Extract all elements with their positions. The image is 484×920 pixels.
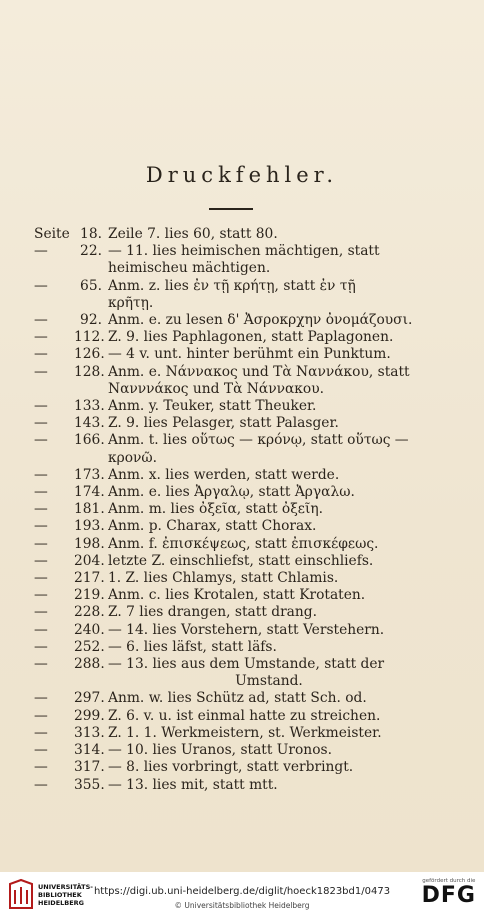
errata-correction: — 14. lies Vorstehern, statt Verstehern. [108,621,385,638]
errata-correction: Z. 9. lies Pelasger, statt Palasger. [108,415,339,432]
errata-page-label: — [34,570,48,587]
errata-page-label: — [34,535,48,552]
errata-correction: Z. 9. lies Paphlagonen, statt Paplagonen. [108,329,394,346]
errata-correction: Anm. e. Νάννακος und Τὰ Ναννάκου, statt [108,363,410,380]
errata-row [34,639,430,656]
errata-page-number: 128. [74,363,105,380]
errata-page-label: — [34,656,48,673]
errata-page-number: 217. [74,570,105,587]
errata-page-label: — [34,432,48,449]
errata-correction: Anm. f. ἐπισκέψεως, statt ἐπισκέφεως. [108,535,379,552]
errata-row [34,243,430,260]
library-line-1: UNIVERSITÄTS- [38,883,93,891]
errata-row [34,725,430,742]
errata-page-label: — [34,277,48,294]
errata-correction: — 10. lies Uranos, statt Uronos. [108,742,332,759]
errata-page-label: — [34,466,48,483]
errata-page-label: — [34,742,48,759]
errata-page-number: 198. [74,535,105,552]
library-line-3: HEIDELBERG [38,899,85,907]
errata-page-label: — [34,638,48,655]
errata-page-label: — [34,552,48,569]
errata-row [34,398,430,415]
errata-correction: Anm. c. lies Krotalen, statt Krotaten. [108,587,366,604]
errata-correction: Z. 1. 1. Werkmeistern, st. Werkmeister. [108,724,382,741]
errata-page-number: 297. [74,690,105,707]
errata-page-number: 143. [74,415,105,432]
errata-page-number: 299. [74,707,105,724]
errata-page-label: — [34,329,48,346]
errata-page-label: — [34,415,48,432]
footer-bar [0,872,484,920]
errata-page-number: 92. [80,312,102,329]
errata-row [34,759,430,776]
errata-page-label: — [34,724,48,741]
errata-row [34,742,430,759]
errata-correction: Anm. z. lies ἐν τῇ κρήτῃ, statt ἐν τῇ [108,277,356,294]
errata-row [34,484,430,501]
errata-row [34,329,430,346]
errata-page-label: — [34,759,48,776]
errata-page-label: — [34,346,48,363]
errata-correction: Anm. p. Charax, statt Chorax. [108,518,317,535]
errata-page-label: — [34,604,48,621]
dfg-caption: gefördert durch die [422,878,476,884]
errata-row [34,346,430,363]
errata-list [34,226,430,794]
errata-row [34,570,430,587]
errata-correction: Anm. w. lies Schütz ad, statt Sch. od. [108,690,367,707]
errata-page-label: — [34,484,48,501]
permalink-url[interactable]: https://digi.ub.uni-heidelberg.de/diglit/hoeck1823bd1/0473 [93,886,391,897]
errata-correction: — 8. lies vorbringt, statt verbringt. [108,759,354,776]
errata-page-number: 173. [74,466,105,483]
errata-continuation: heimischeu mächtigen. [108,260,271,277]
errata-row [34,777,430,794]
errata-page-label: — [34,501,48,518]
errata-row [34,690,430,707]
errata-row [34,364,430,381]
errata-page-label: — [34,587,48,604]
errata-page-number: 252. [74,638,105,655]
errata-page-label: — [34,776,48,793]
dfg-wordmark: DFG [421,883,476,908]
errata-page-label: — [34,243,48,260]
errata-correction: — 13. lies mit, statt mtt. [108,776,278,793]
errata-page-number: 228. [74,604,105,621]
errata-correction: letzte Z. einschliefst, statt einschliefs. [108,552,374,569]
errata-page-label: — [34,690,48,707]
errata-page-number: 317. [74,759,105,776]
copyright-notice: © Universitätsbibliothek Heidelberg [174,901,310,910]
errata-correction: 1. Z. lies Chlamys, statt Chlamis. [108,570,339,587]
errata-continuation: κρῆτῃ. [108,294,154,311]
errata-page-number: 219. [74,587,105,604]
errata-correction: Anm. e. lies Ἀργαλῳ, statt Ἀργαλω. [108,484,355,501]
errata-row [34,708,430,725]
errata-continuation: κρονῶ. [108,449,158,466]
errata-row [34,622,430,639]
errata-correction: Anm. m. lies ὀξεῖα, statt ὀξεῖη. [108,501,324,518]
errata-row [34,226,430,243]
errata-page-number: 174. [74,484,105,501]
library-line-2: BIBLIOTHEK [38,891,82,899]
errata-page-number: 22. [80,243,102,260]
errata-row [34,587,430,604]
errata-row [34,432,430,449]
errata-page-number: 355. [74,776,105,793]
errata-page-number: 65. [80,277,102,294]
errata-correction: Z. 7 lies drangen, statt drang. [108,604,318,621]
errata-row [34,501,430,518]
errata-page-label: — [34,518,48,535]
errata-row [34,604,430,621]
errata-correction: — 13. lies aus dem Umstande, statt der [108,656,385,673]
errata-page-number: 314. [74,742,105,759]
errata-page-number: 166. [74,432,105,449]
errata-page-label: — [34,707,48,724]
errata-page-label: Seite [34,226,70,242]
errata-row [34,518,430,535]
errata-page-number: 193. [74,518,105,535]
errata-row [34,415,430,432]
errata-row [34,278,430,295]
errata-page-label: — [34,621,48,638]
page-title: Druckfehler. [145,163,339,187]
errata-page-number: 133. [74,398,105,415]
errata-correction: Z. 6. v. u. ist einmal hatte zu streichen. [108,707,381,724]
errata-correction: — 4 v. unt. hinter berühmt ein Punktum. [108,346,391,363]
errata-row [34,553,430,570]
errata-page-number: 126. [74,346,105,363]
errata-row [34,312,430,329]
errata-page-number: 313. [74,724,105,741]
errata-correction: Anm. t. lies οὕτως — κρόνῳ, statt οὕτως — [108,432,409,449]
errata-page-number: 240. [74,621,105,638]
errata-page-label: — [34,363,48,380]
errata-correction: Zeile 7. lies 60, statt 80. [108,226,278,242]
errata-correction: — 11. lies heimischen mächtigen, statt [108,243,380,260]
errata-correction: Anm. e. zu lesen δ' Ἀσροκρχην ὀνομάζουσι. [108,312,413,329]
errata-continuation: Umstand. [235,673,303,690]
errata-page-number: 18. [80,226,102,242]
errata-page-number: 288. [74,656,105,673]
errata-correction: Anm. y. Teuker, statt Theuker. [108,398,317,415]
errata-page-label: — [34,398,48,415]
errata-page-label: — [34,312,48,329]
errata-continuation: Νανννάκος und Τὰ Νάννακου. [108,380,324,397]
title-rule [209,208,253,210]
errata-row [34,656,430,673]
errata-page-number: 204. [74,552,105,569]
errata-page-number: 112. [74,329,105,346]
errata-row [34,536,430,553]
errata-page-number: 181. [74,501,105,518]
errata-correction: — 6. lies läfst, statt läfs. [108,638,277,655]
errata-row [34,467,430,484]
dfg-logo[interactable] [422,878,476,907]
errata-correction: Anm. x. lies werden, statt werde. [108,466,340,483]
